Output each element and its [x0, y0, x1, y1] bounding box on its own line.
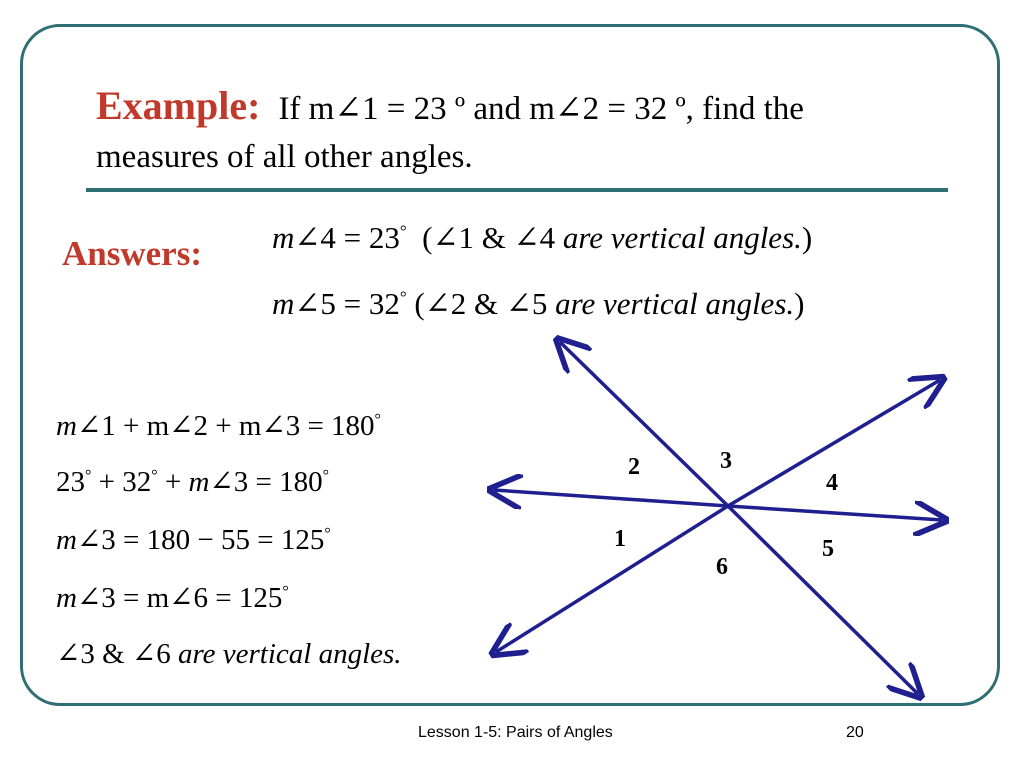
work-line-5-text: are vertical angles. [177, 638, 402, 670]
work-line-2: 23° + 32° + m∠3 = 180° [56, 466, 329, 498]
line-a-ext [728, 506, 918, 694]
answer-1: m∠4 = 23° (∠1 & ∠4 are vertical angles.) [272, 220, 813, 255]
line-c-ext [728, 506, 942, 520]
footer-page-number: 20 [846, 724, 864, 741]
answer-2: m∠5 = 32° (∠2 & ∠5 are vertical angles.) [272, 286, 805, 321]
work-line-5-b: 6 [156, 638, 171, 670]
answer-2-value: 5 = 32 [320, 286, 400, 321]
answer-1-value: 4 = 23 [320, 220, 400, 255]
work-line-2-c: 3 = 180 [233, 466, 323, 498]
example-prompt-line2: measures of all other angles. [96, 139, 473, 175]
angle-label-3: 3 [720, 448, 732, 474]
answer-1-reason-b: 4 [539, 220, 556, 255]
work-line-4-text: 3 = m∠6 = 125 [101, 582, 283, 614]
footer-lesson: Lesson 1-5: Pairs of Angles [418, 724, 613, 741]
work-line-1-text: 1 + m∠2 + m∠3 = 180 [101, 410, 375, 442]
answer-2-reason-text: are vertical angles. [555, 286, 795, 321]
work-line-5-a: 3 & [80, 638, 125, 670]
line-c [494, 490, 728, 506]
answers-label: Answers: [62, 234, 202, 273]
example-prompt-line1: Example: If m∠1 = 23 º and m∠2 = 32 º, find the [96, 83, 804, 128]
prompt-text-a: If m [278, 91, 335, 127]
angle-label-6: 6 [716, 554, 728, 580]
work-line-2-a: 23 [56, 466, 85, 498]
line-a [560, 342, 728, 506]
angle-label-2: 2 [628, 454, 640, 480]
answer-1-reason-a: 1 & [458, 220, 506, 255]
example-label: Example: [96, 83, 261, 128]
work-line-4: m∠3 = m∠6 = 125° [56, 582, 289, 614]
prompt-text-c: 2 = 32 º, find the [582, 91, 804, 127]
work-line-3: m∠3 = 180 − 55 = 125° [56, 524, 331, 556]
answer-2-reason-b: 5 [531, 286, 548, 321]
angle-label-5: 5 [822, 536, 834, 562]
work-line-1: m∠1 + m∠2 + m∠3 = 180° [56, 410, 381, 442]
line-b-ext [496, 506, 728, 652]
answer-2-reason-a: 2 & [450, 286, 499, 321]
work-line-2-b: + 32 [98, 466, 152, 498]
answer-1-reason-text: are vertical angles. [562, 220, 802, 255]
work-line-3-text: 3 = 180 − 55 = 125 [101, 524, 325, 556]
work-line-5: ∠3 & ∠6 are vertical angles. [56, 638, 402, 670]
prompt-text-b: 1 = 23 º and m [362, 91, 555, 127]
angle-label-1: 1 [614, 526, 626, 552]
angle-label-4: 4 [826, 470, 838, 496]
